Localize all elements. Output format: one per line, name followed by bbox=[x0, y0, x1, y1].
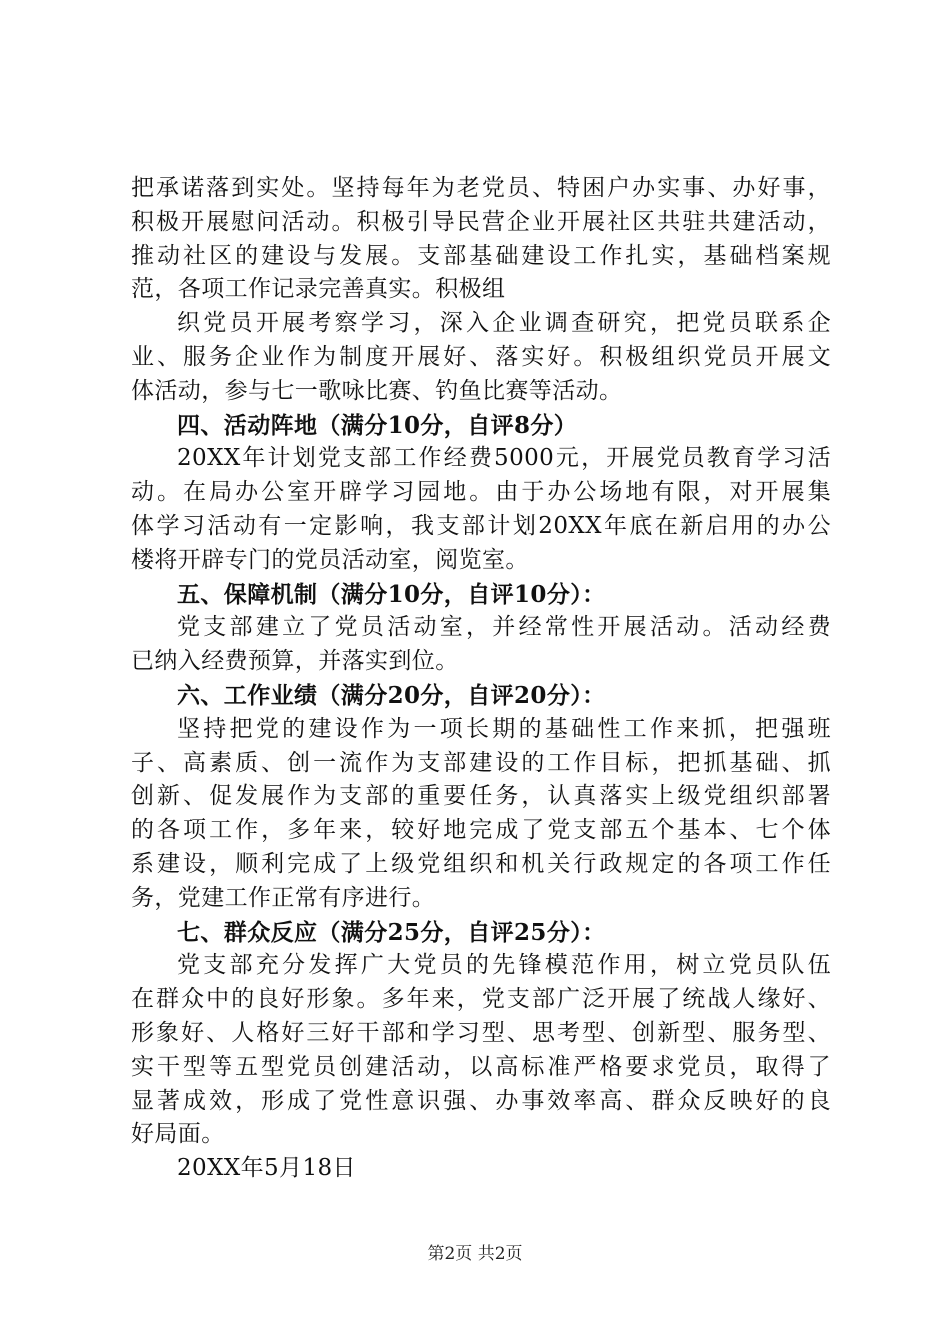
body-line: 体学习活动有一定影响，我支部计划20XX年底在新启用的办公 bbox=[131, 512, 831, 539]
paragraph-first-line: 坚持把党的建设作为一项长期的基础性工作来抓，把强班 bbox=[177, 715, 831, 742]
section-heading-guarantee: 五、保障机制（满分10分，自评10分）： bbox=[177, 580, 606, 608]
paragraph-first-line: 党支部充分发挥广大党员的先锋模范作用，树立党员队伍 bbox=[177, 952, 831, 979]
page-number: 第2页 共2页 bbox=[427, 1244, 523, 1264]
body-line: 楼将开辟专门的党员活动室，阅览室。 bbox=[131, 546, 529, 573]
body-line: 创新、促发展作为支部的重要任务，认真落实上级党组织部署 bbox=[131, 783, 831, 810]
body-line: 实干型等五型党员创建活动，以高标准严格要求党员，取得了 bbox=[131, 1053, 831, 1080]
section-heading-public-response: 七、群众反应（满分25分，自评25分）： bbox=[177, 918, 606, 946]
body-line: 显著成效，形成了党性意识强、办事效率高、群众反映好的良 bbox=[131, 1087, 831, 1114]
body-line: 在群众中的良好形象。多年来，党支部广泛开展了统战人缘好、 bbox=[131, 986, 831, 1013]
paragraph-first-line: 20XX年计划党支部工作经费5000元，开展党员教育学习活 bbox=[177, 445, 831, 472]
section-heading-performance: 六、工作业绩（满分20分，自评20分）： bbox=[177, 681, 606, 709]
body-line: 务，党建工作正常有序进行。 bbox=[131, 884, 436, 911]
paragraph-first-line: 织党员开展考察学习，深入企业调查研究，把党员联系企 bbox=[177, 310, 831, 337]
body-line: 已纳入经费预算，并落实到位。 bbox=[131, 648, 459, 675]
body-line: 把承诺落到实处。坚持每年为老党员、特困户办实事、办好事， bbox=[131, 175, 831, 201]
body-line: 推动社区的建设与发展。支部基础建设工作扎实，基础档案规 bbox=[131, 242, 831, 269]
body-line: 的各项工作，多年来，较好地完成了党支部五个基本、七个体 bbox=[131, 817, 831, 844]
body-line: 范，各项工作记录完善真实。积极组 bbox=[131, 276, 506, 303]
document-body bbox=[131, 172, 831, 1186]
body-line: 子、高素质、创一流作为支部建设的工作目标，把抓基础、抓 bbox=[131, 749, 831, 776]
body-line: 体活动，参与七一歌咏比赛、钓鱼比赛等活动。 bbox=[131, 377, 623, 404]
document-date: 20XX年5月18日 bbox=[177, 1155, 356, 1182]
page-footer bbox=[0, 1242, 950, 1266]
body-line: 业、服务企业作为制度开展好、落实好。积极组织党员开展文 bbox=[131, 343, 831, 370]
body-line: 形象好、人格好三好干部和学习型、思考型、创新型、服务型、 bbox=[131, 1019, 831, 1046]
paragraph-first-line: 党支部建立了党员活动室，并经常性开展活动。活动经费 bbox=[177, 614, 831, 641]
section-heading-activity-base: 四、活动阵地（满分10分，自评8分） bbox=[177, 411, 578, 439]
body-line: 好局面。 bbox=[131, 1121, 225, 1148]
body-line: 动。在局办公室开辟学习园地。由于办公场地有限，对开展集 bbox=[131, 479, 831, 506]
body-line: 积极开展慰问活动。积极引导民营企业开展社区共驻共建活动， bbox=[131, 208, 831, 235]
body-line: 系建设，顺利完成了上级党组织和机关行政规定的各项工作任 bbox=[131, 850, 831, 877]
